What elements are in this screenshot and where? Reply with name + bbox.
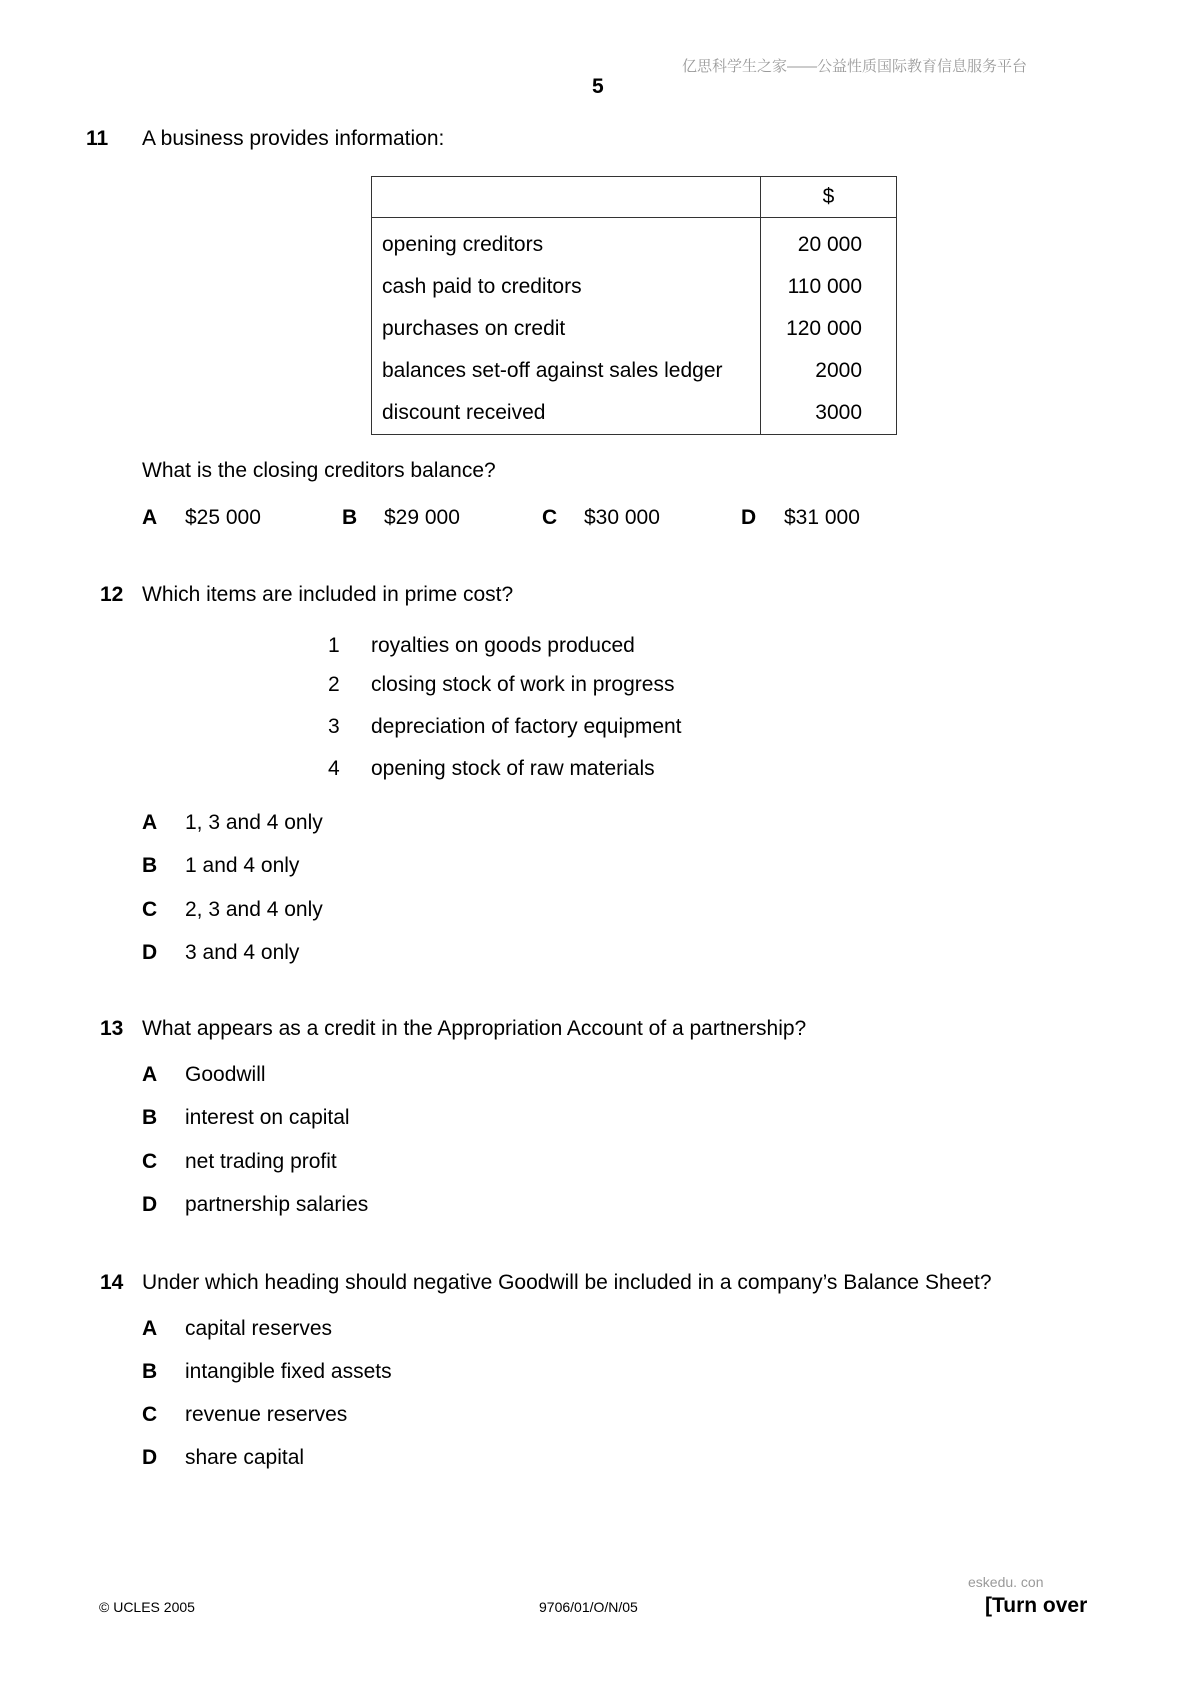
option-letter: C [142, 1150, 158, 1173]
watermark-text: 亿思科学生之家——公益性质国际教育信息服务平台 [682, 58, 1028, 75]
row-amount: 20 000 [761, 218, 897, 267]
question-number: 12 [100, 583, 124, 606]
option-text: partnership salaries [185, 1193, 369, 1216]
option-text: revenue reserves [185, 1403, 348, 1426]
option-text: 1 and 4 only [185, 854, 300, 877]
option-text: 3 and 4 only [185, 941, 300, 964]
question-number: 11 [86, 127, 109, 150]
option-letter: A [142, 1317, 158, 1340]
table-row [372, 218, 897, 267]
option-letter: B [342, 506, 358, 529]
option-letter: A [142, 506, 158, 529]
question-stem: What appears as a credit in the Appropriation Account of a partnership? [142, 1017, 807, 1040]
option-letter: D [741, 506, 757, 529]
table-row [372, 266, 897, 308]
option-text: $30 000 [584, 506, 660, 529]
option-text: 2, 3 and 4 only [185, 898, 323, 921]
option-text: $31 000 [784, 506, 860, 529]
question-stem: Which items are included in prime cost? [142, 583, 514, 606]
item-number: 1 [328, 634, 340, 657]
question-number: 13 [100, 1017, 124, 1040]
table-row [372, 308, 897, 350]
option-letter: D [142, 1193, 158, 1216]
option-letter: D [142, 941, 158, 964]
table-row [372, 392, 897, 435]
option-letter: C [142, 898, 158, 921]
option-letter: A [142, 811, 158, 834]
option-letter: D [142, 1446, 158, 1469]
option-text: $29 000 [384, 506, 460, 529]
option-text: capital reserves [185, 1317, 333, 1340]
row-label: cash paid to creditors [372, 266, 761, 308]
option-letter: A [142, 1063, 158, 1086]
turn-over-label: [Turn over [985, 1594, 1088, 1617]
row-label: opening creditors [372, 218, 761, 267]
row-amount: 2000 [761, 350, 897, 392]
option-letter: B [142, 1360, 158, 1383]
amount-column-header: $ [761, 177, 897, 218]
information-table [371, 176, 897, 435]
row-label: purchases on credit [372, 308, 761, 350]
option-text: 1, 3 and 4 only [185, 811, 323, 834]
question-prompt: What is the closing creditors balance? [142, 459, 496, 482]
question-stem: A business provides information: [142, 127, 445, 150]
option-letter: B [142, 854, 158, 877]
option-letter: C [142, 1403, 158, 1426]
question-number: 14 [100, 1271, 124, 1294]
option-letter: C [542, 506, 558, 529]
item-text: opening stock of raw materials [371, 757, 655, 780]
option-text: interest on capital [185, 1106, 350, 1129]
copyright-text: © UCLES 2005 [99, 1599, 195, 1615]
item-text: depreciation of factory equipment [371, 715, 682, 738]
item-text: royalties on goods produced [371, 634, 635, 657]
option-text: $25 000 [185, 506, 261, 529]
item-text: closing stock of work in progress [371, 673, 675, 696]
row-amount: 3000 [761, 392, 897, 435]
site-watermark: eskedu. con [968, 1574, 1044, 1590]
table-row [372, 350, 897, 392]
table-header-blank [372, 177, 761, 218]
row-label: balances set-off against sales ledger [372, 350, 761, 392]
row-label: discount received [372, 392, 761, 435]
item-number: 2 [328, 673, 340, 696]
row-amount: 120 000 [761, 308, 897, 350]
row-amount: 110 000 [761, 266, 897, 308]
item-number: 3 [328, 715, 340, 738]
item-number: 4 [328, 757, 340, 780]
option-text: share capital [185, 1446, 305, 1469]
paper-code: 9706/01/O/N/05 [539, 1599, 638, 1615]
option-text: Goodwill [185, 1063, 266, 1086]
option-text: net trading profit [185, 1150, 337, 1173]
table-header-row [372, 177, 897, 218]
question-stem: Under which heading should negative Goodwill be included in a company’s Balance Sheet? [142, 1271, 992, 1294]
option-letter: B [142, 1106, 158, 1129]
option-text: intangible fixed assets [185, 1360, 392, 1383]
page-number: 5 [592, 75, 604, 98]
